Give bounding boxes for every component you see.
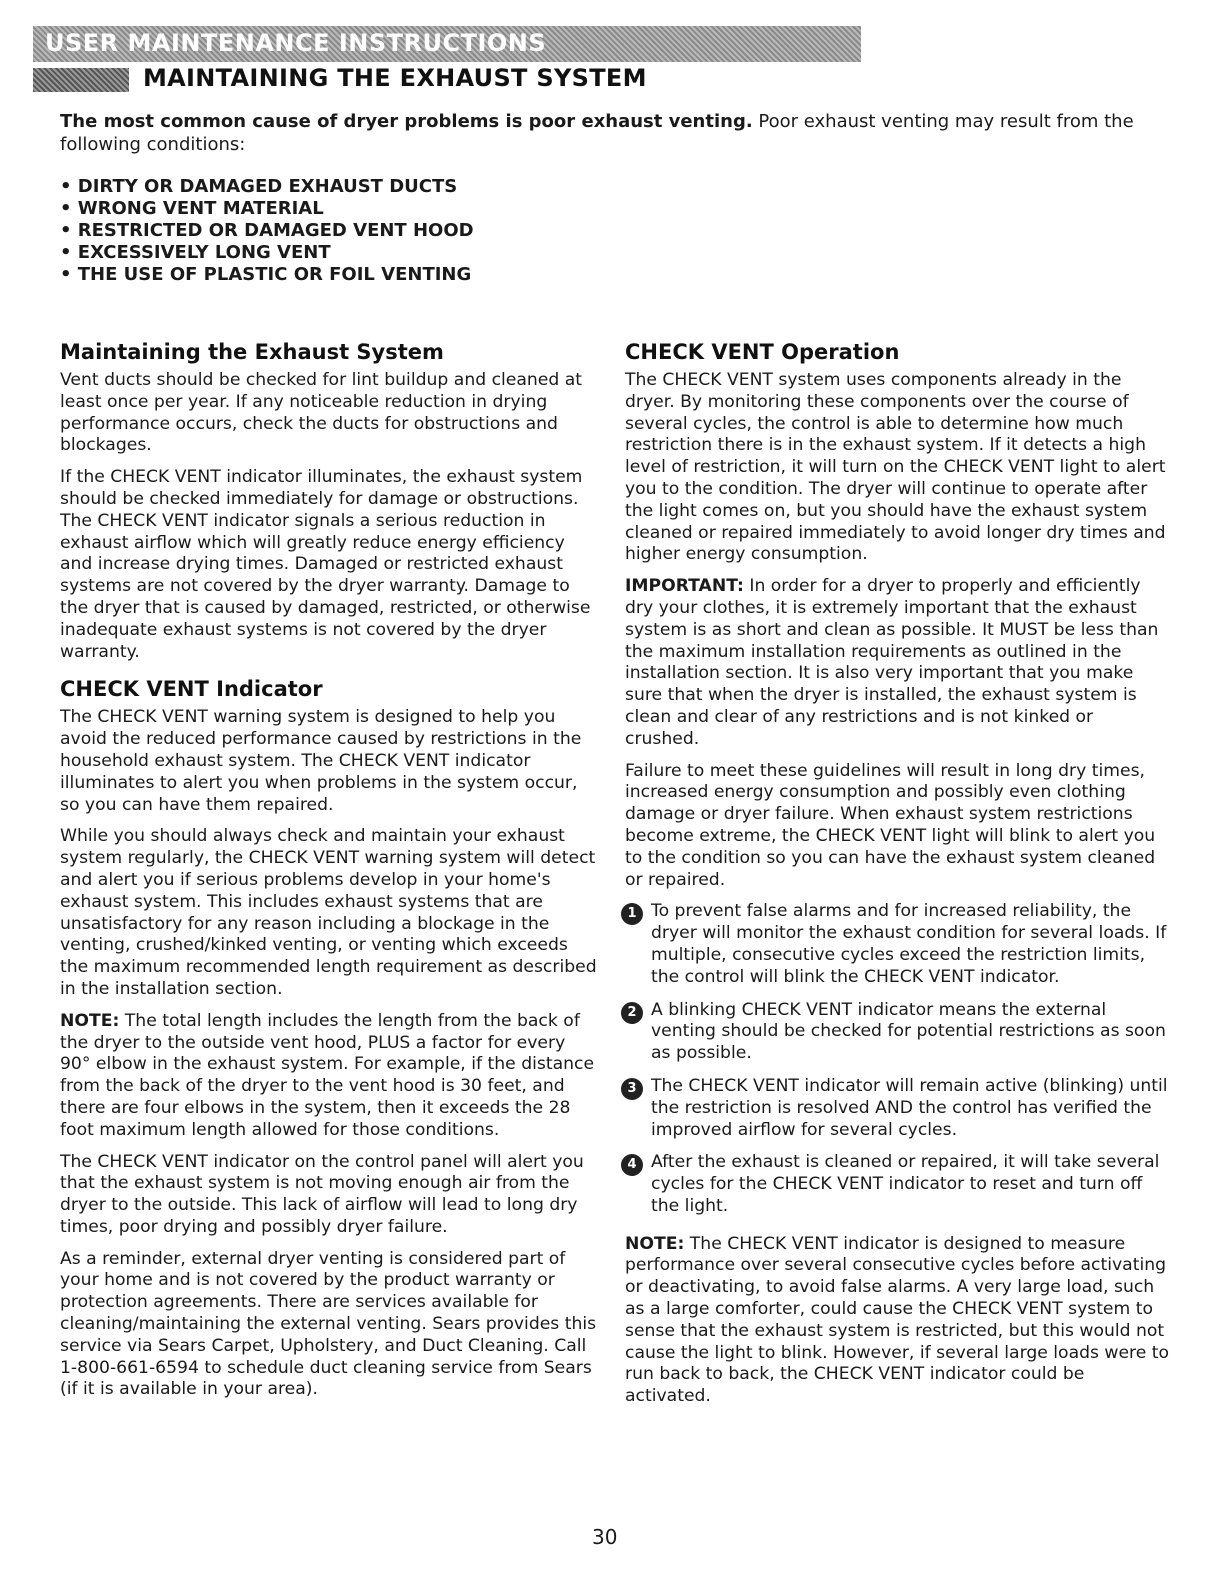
note-text: The CHECK VENT indicator is designed to measure performance over several consecutive cycles before activating or deactivating, to avoid false alarms. A very large load, such as a large comforter, could cause the CHECK VENT system to sense that the exhaust system is restricted, but this would not cause the light to blink. However, if several large loads were to run back to back, the CHECK VENT indicator could be activated. (625, 1233, 1170, 1407)
paragraph: While you should always check and maintain your exhaust system regularly, the CHECK VENT warning system will detect and alert you if serious problems develop in your home's exhaust system. This includes exhaust systems that are unsatisfactory for any reason including a blockage in the venting, crushed/kinked venting, or venting which exceeds the maximum recommended length requirement as described in the installation section. (60, 826, 597, 999)
section-banner (33, 26, 861, 62)
paragraph: Failure to meet these guidelines will result in long dry times, increased energy consumption and possibly even clothing damage or dryer failure. When exhaust system restrictions become extreme, the CHECK VENT light will blink to alert you to the condition so you can have the exhaust system cleaned or repaired. (625, 760, 1156, 890)
intro-paragraph (60, 110, 1160, 156)
note-paragraph (625, 1234, 1170, 1408)
heading-check-vent-operation: CHECK VENT Operation (625, 340, 900, 364)
right-column (625, 338, 1170, 1418)
paragraph: Vent ducts should be checked for lint buildup and cleaned at least once per year. If any noticeable reduction in drying performance occurs, check the ducts for obstructions and blockages. (60, 370, 583, 456)
important-label: IMPORTANT: (625, 576, 744, 597)
condition-item: • RESTRICTED OR DAMAGED VENT HOOD (60, 220, 474, 241)
note-text: The total length includes the length from the back of the dryer to the outside vent hood, PLUS a factor for every 90° elbow in the exhaust system. For example, if the distance from the back of the dryer to the vent hood is 30 feet, and there are four elbows in the system, then it exceeds the 28 foot maximum length allowed for those conditions. (60, 1010, 595, 1140)
paragraph: If the CHECK VENT indicator illuminates, the exhaust system should be checked immediately for damage or obstructions. The CHECK VENT indicator signals a serious reduction in exhaust airflow which will greatly reduce energy efficiency and increase drying times. Damaged or restricted exhaust systems are not covered by the dryer warranty. Damage to the dryer that is caused by damaged, restricted, or otherwise inadequate exhaust systems is not covered by the dryer warranty. (60, 467, 591, 662)
paragraph: The CHECK VENT indicator on the control panel will alert you that the exhaust system is not moving enough air from the dryer to the outside. This lack of airflow will lead to long dry times, poor drying and possibly dryer failure. (60, 1151, 584, 1237)
step-item (625, 1076, 1170, 1141)
heading-check-vent-indicator: CHECK VENT Indicator (60, 677, 323, 702)
step-item (625, 901, 1170, 988)
important-text: In order for a dryer to properly and efficiently dry your clothes, it is extremely important that the exhaust system is as short and clean as possible. It MUST be less than the maximum installation requirements as outlined in the installation section. It is also very important that you make sure that when the dryer is installed, the exhaust system is clean and clear of any restrictions and is not kinked or crushed. (625, 576, 1159, 749)
step-item (625, 1000, 1170, 1065)
step-number-icon: 2 (621, 1002, 643, 1024)
condition-item: • DIRTY OR DAMAGED EXHAUST DUCTS (60, 176, 458, 197)
important-paragraph (625, 576, 1170, 750)
step-text: After the exhaust is cleaned or repaired, it will take several cycles for the CHECK VENT indicator to reset and turn off the light. (651, 1152, 1160, 1216)
note-label: NOTE: (60, 1010, 120, 1031)
heading-maintaining: Maintaining the Exhaust System (60, 340, 444, 364)
paragraph: As a reminder, external dryer venting is considered part of your home and is not covered by the product warranty or protection agreements. There are services available for cleaning/maintaining the external venting. Sears provides this service via Sears Carpet, Upholstery, and Duct Cleaning. Call 1-800-661-6594 to schedule duct cleaning service from Sears (if it is available in your area). (60, 1248, 597, 1400)
intro-rest: Poor exhaust venting may result from the following conditions: (60, 111, 1134, 155)
page-title: MAINTAINING THE EXHAUST SYSTEM (143, 64, 647, 92)
step-text: To prevent false alarms and for increased reliability, the dryer will monitor the exhaust condition for several loads. If multiple, consecutive cycles exceed the restriction limits, the control will blink the CHECK VENT indicator. (651, 901, 1167, 987)
step-text: The CHECK VENT indicator will remain active (blinking) until the restriction is resolved AND the control has verified the improved airflow for several cycles. (651, 1075, 1168, 1140)
conditions-list (60, 176, 474, 286)
note-paragraph (60, 1011, 600, 1142)
page-number: 30 (592, 1525, 618, 1549)
step-item (625, 1152, 1170, 1217)
condition-item: • THE USE OF PLASTIC OR FOIL VENTING (60, 264, 472, 285)
title-marker (33, 68, 129, 92)
condition-item: • EXCESSIVELY LONG VENT (60, 242, 331, 263)
paragraph: The CHECK VENT warning system is designed to help you avoid the reduced performance caused by restrictions in the household exhaust system. The CHECK VENT indicator illuminates to alert you when problems in the system occur, so you can have them repaired. (60, 707, 582, 815)
note-label: NOTE: (625, 1233, 685, 1254)
left-column (60, 338, 600, 1411)
condition-item: • WRONG VENT MATERIAL (60, 198, 324, 219)
intro-bold: The most common cause of dryer problems is poor exhaust venting. (60, 111, 753, 132)
step-text: A blinking CHECK VENT indicator means the external venting should be checked for potential restrictions as soon as possible. (651, 999, 1166, 1064)
step-number-icon: 4 (621, 1154, 643, 1176)
step-number-icon: 1 (621, 903, 643, 925)
paragraph: The CHECK VENT system uses components already in the dryer. By monitoring these components over the course of several cycles, the control is able to determine how much restriction there is in the exhaust system. If it detects a high level of restriction, it will turn on the CHECK VENT light to alert you to the condition. The dryer will continue to operate after the light comes on, but you should have the exhaust system cleaned or repaired immediately to avoid longer dry times and higher energy consumption. (625, 370, 1166, 565)
banner-text: USER MAINTENANCE INSTRUCTIONS (45, 29, 547, 57)
step-number-icon: 3 (621, 1078, 643, 1100)
